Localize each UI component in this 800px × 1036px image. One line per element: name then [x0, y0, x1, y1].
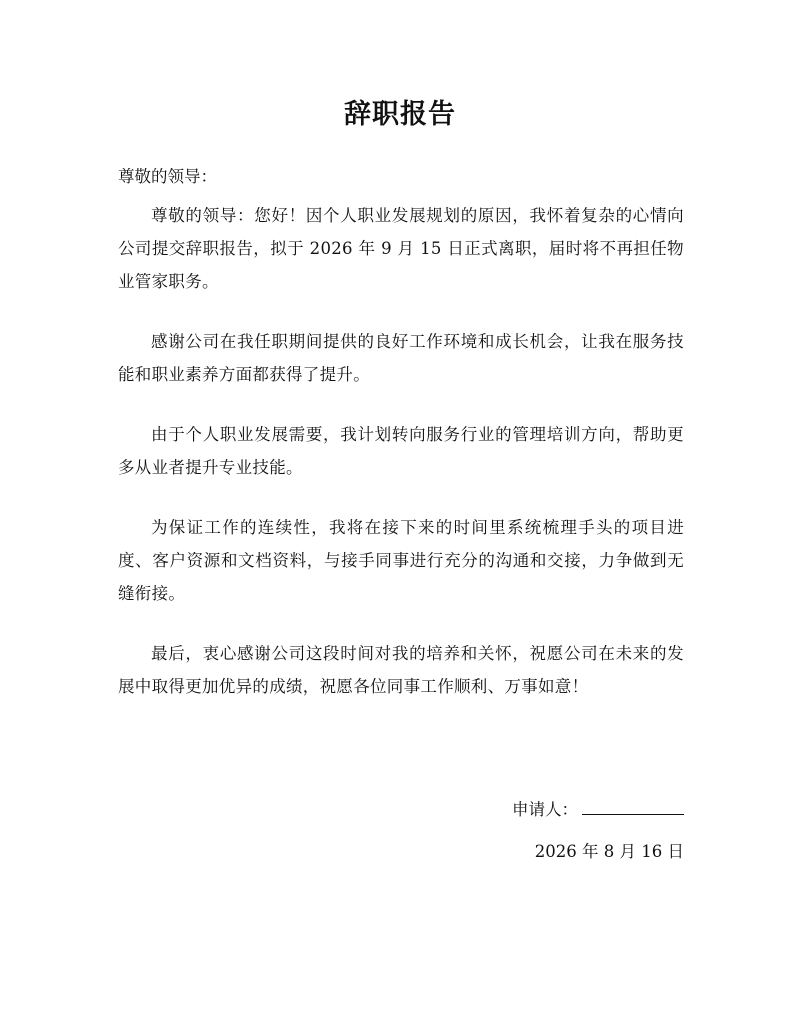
document-title: 辞职报告	[344, 99, 456, 130]
paragraph-thanks: 感谢公司在我任职期间提供的良好工作环境和成长机会，让我在服务技能和职业素养方面都获得了提升。	[118, 332, 684, 384]
signature-label: 申请人：	[512, 800, 578, 819]
signature-line	[582, 794, 684, 815]
signature-date: 2026 年 8 月 16 日	[534, 842, 684, 861]
document-body	[118, 199, 684, 730]
signature-block	[512, 794, 684, 826]
salutation: 尊敬的领导：	[118, 167, 217, 186]
paragraph-closing: 最后，衷心感谢公司这段时间对我的培养和关怀，祝愿公司在未来的发展中取得更加优异的成绩，祝愿各位同事工作顺利、万事如意！	[118, 644, 684, 696]
paragraph-reason: 由于个人职业发展需要，我计划转向服务行业的管理培训方向，帮助更多从业者提升专业技能。	[118, 425, 684, 477]
paragraph-handover: 为保证工作的连续性，我将在接下来的时间里系统梳理手头的项目进度、客户资源和文档资料，与接手同事进行充分的沟通和交接，力争做到无缝衔接。	[118, 518, 684, 603]
paragraph-intro: 尊敬的领导：您好！因个人职业发展规划的原因，我怀着复杂的心情向公司提交辞职报告，拟于 2026 年 9 月 15 日正式离职，届时将不再担任物业管家职务。	[118, 206, 684, 291]
